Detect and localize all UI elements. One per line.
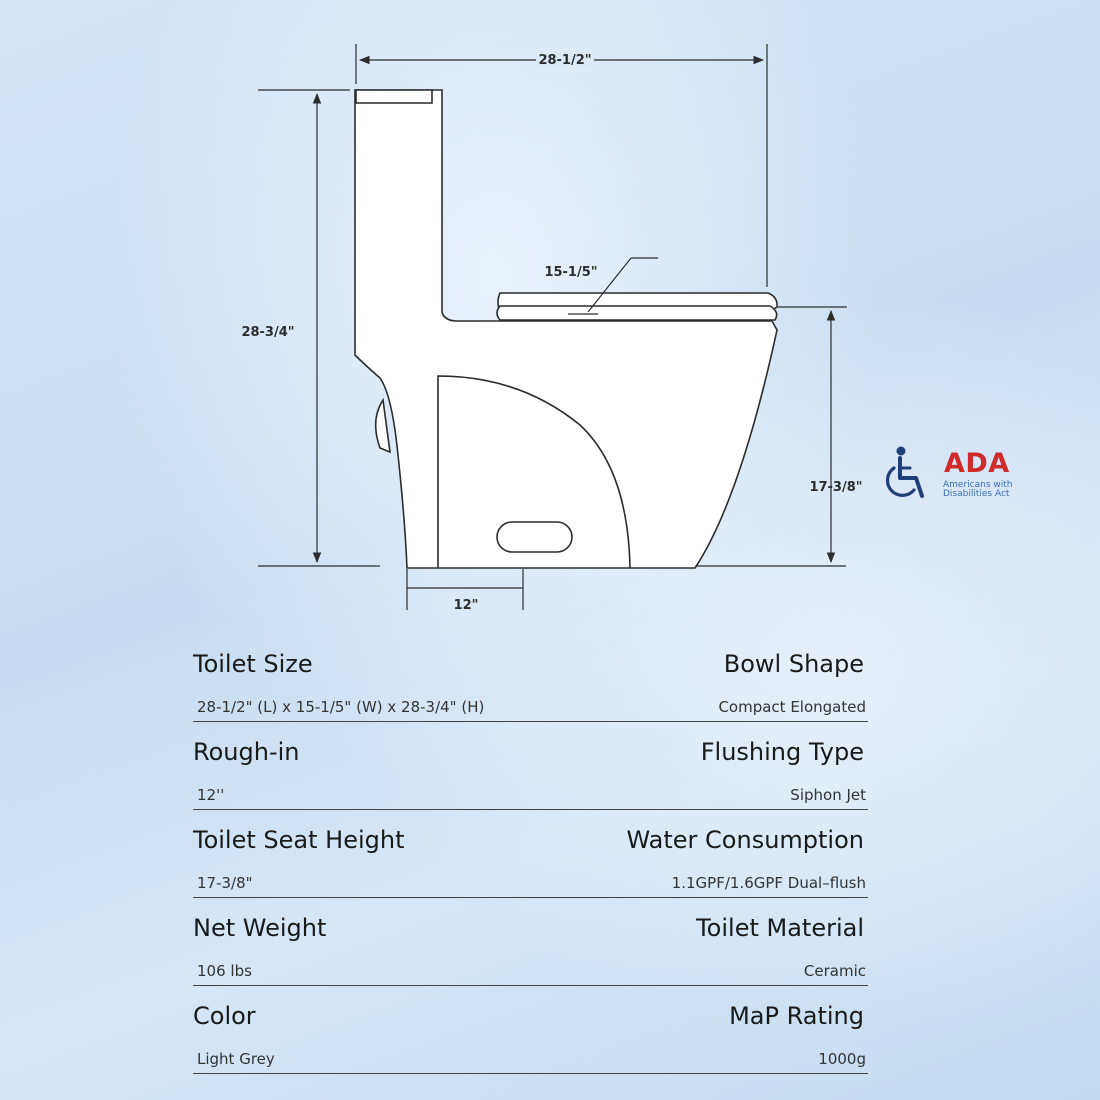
tank-and-bowl-body	[355, 90, 777, 568]
spec-row	[193, 904, 868, 992]
spec-label-map-rating: MaP Rating	[729, 1002, 864, 1030]
spec-label-rough-in: Rough-in	[193, 738, 300, 766]
spec-value-toilet-material: Ceramic	[803, 962, 866, 980]
spec-label-seat-height: Toilet Seat Height	[193, 826, 405, 854]
spec-label-bowl-shape: Bowl Shape	[723, 650, 864, 678]
length-label: 28-1/2"	[538, 53, 592, 68]
ada-badge-title: ADA	[944, 448, 1010, 479]
spec-row	[193, 816, 868, 904]
spec-divider	[193, 985, 868, 986]
height-label: 28-3/4"	[241, 325, 295, 340]
spec-row	[193, 640, 868, 728]
spec-value-seat-height: 17-3/8"	[197, 874, 253, 892]
seat-ring	[497, 306, 777, 320]
toilet-outline	[355, 90, 777, 568]
spec-value-toilet-size: 28-1/2" (L) x 15-1/5" (W) x 28-3/4" (H)	[197, 698, 485, 716]
tank-lid	[356, 90, 432, 103]
spec-divider	[193, 897, 868, 898]
width-label: 15-1/5"	[544, 265, 598, 280]
spec-label-toilet-material: Toilet Material	[696, 914, 864, 942]
spec-label-water-consumption: Water Consumption	[626, 826, 864, 854]
spec-value-color: Light Grey	[197, 1050, 275, 1068]
spec-divider	[193, 1073, 868, 1074]
spec-row	[193, 992, 868, 1080]
spec-value-water-consumption: 1.1GPF/1.6GPF Dual–flush	[671, 874, 866, 892]
spec-label-toilet-size: Toilet Size	[193, 650, 313, 678]
spec-value-net-weight: 106 lbs	[197, 962, 252, 980]
seat-height-label: 17-3/8"	[809, 480, 863, 495]
spec-divider	[193, 809, 868, 810]
trapway-back	[376, 400, 390, 452]
ada-badge-subtitle: Americans with Disabilities Act	[943, 480, 1013, 499]
spec-label-flushing-type: Flushing Type	[700, 738, 864, 766]
spec-divider	[193, 721, 868, 722]
spec-value-bowl-shape: Compact Elongated	[718, 698, 866, 716]
spec-label-color: Color	[193, 1002, 256, 1030]
spec-value-flushing-type: Siphon Jet	[790, 786, 866, 804]
spec-value-map-rating: 1000g	[818, 1050, 866, 1068]
spec-table	[193, 640, 868, 1080]
side-opening	[497, 522, 572, 552]
spec-row	[193, 728, 868, 816]
rough-in-label: 12"	[453, 598, 479, 613]
spec-label-net-weight: Net Weight	[193, 914, 327, 942]
spec-value-rough-in: 12''	[197, 786, 225, 804]
